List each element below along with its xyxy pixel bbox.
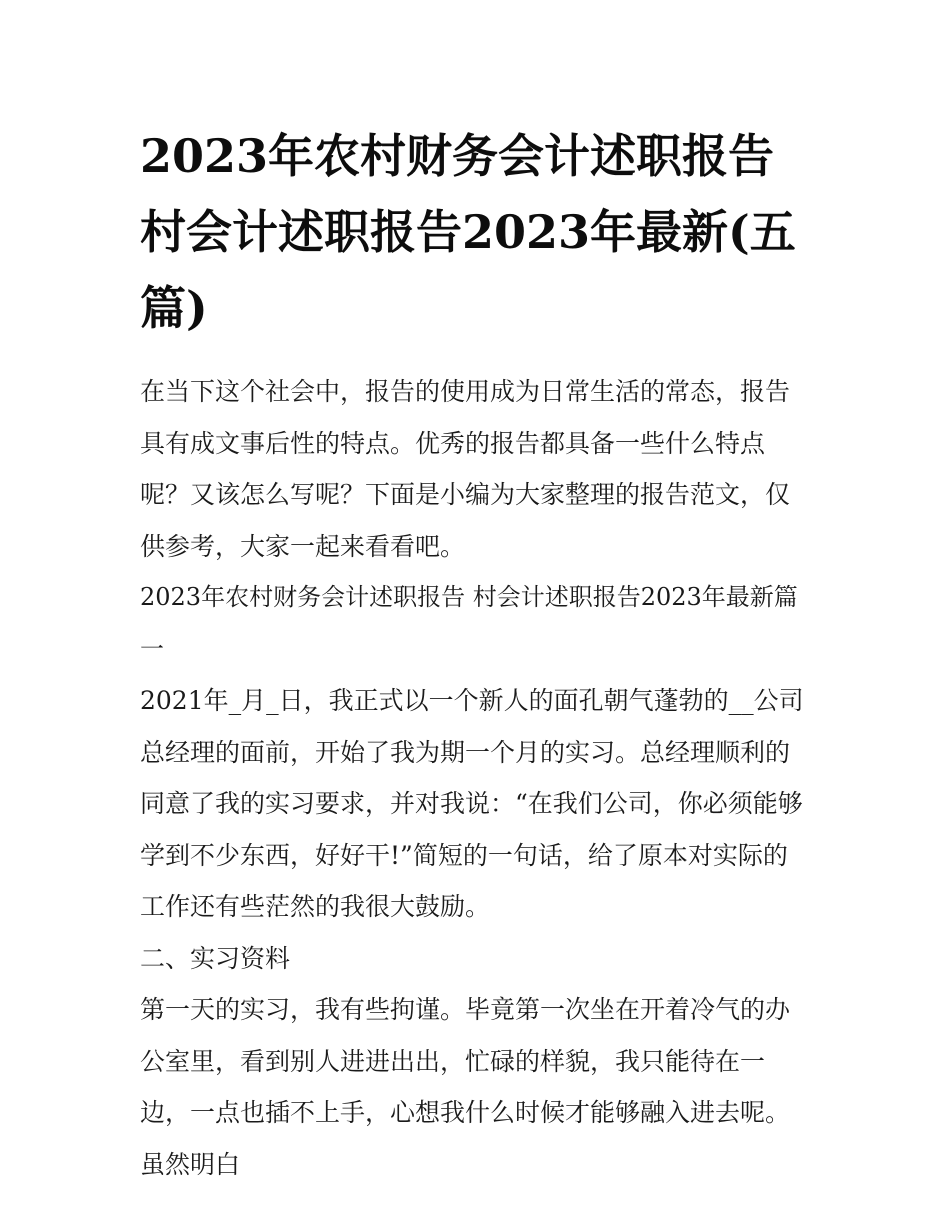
- intro-paragraph: 在当下这个社会中，报告的使用成为日常生活的常态，报告具有成文事后性的特点。优秀的报告都具备一些什么特点呢？又该怎么写呢？下面是小编为大家整理的报告范文，仅供参考，大家一起来看看吧。: [140, 377, 791, 561]
- section-title: 2023年农村财务会计述职报告 村会计述职报告2023年最新篇一: [140, 583, 798, 663]
- body-paragraph-2: 第一天的实习，我有些拘谨。毕竟第一次坐在开着冷气的办公室里，看到别人进进出出，忙碌的样貌，我只能待在一边，一点也插不上手，心想我什么时候才能够融入进去呢。虽然明白: [140, 995, 791, 1179]
- document-page: [140, 118, 812, 1190]
- document-title: 2023年农村财务会计述职报告 村会计述职报告2023年最新(五篇): [140, 129, 796, 335]
- subheading: 二、实习资料: [140, 943, 291, 973]
- body-paragraph-1: 2021年_月_日，我正式以一个新人的面孔朝气蓬勃的__公司总经理的面前，开始了我为期一个月的实习。总经理顺利的同意了我的实习要求，并对我说：“在我们公司，你必须能够学到不少东西，好好干!”简短的一句话，给了原本对实际的工作还有些茫然的我很大鼓励。: [140, 686, 804, 921]
